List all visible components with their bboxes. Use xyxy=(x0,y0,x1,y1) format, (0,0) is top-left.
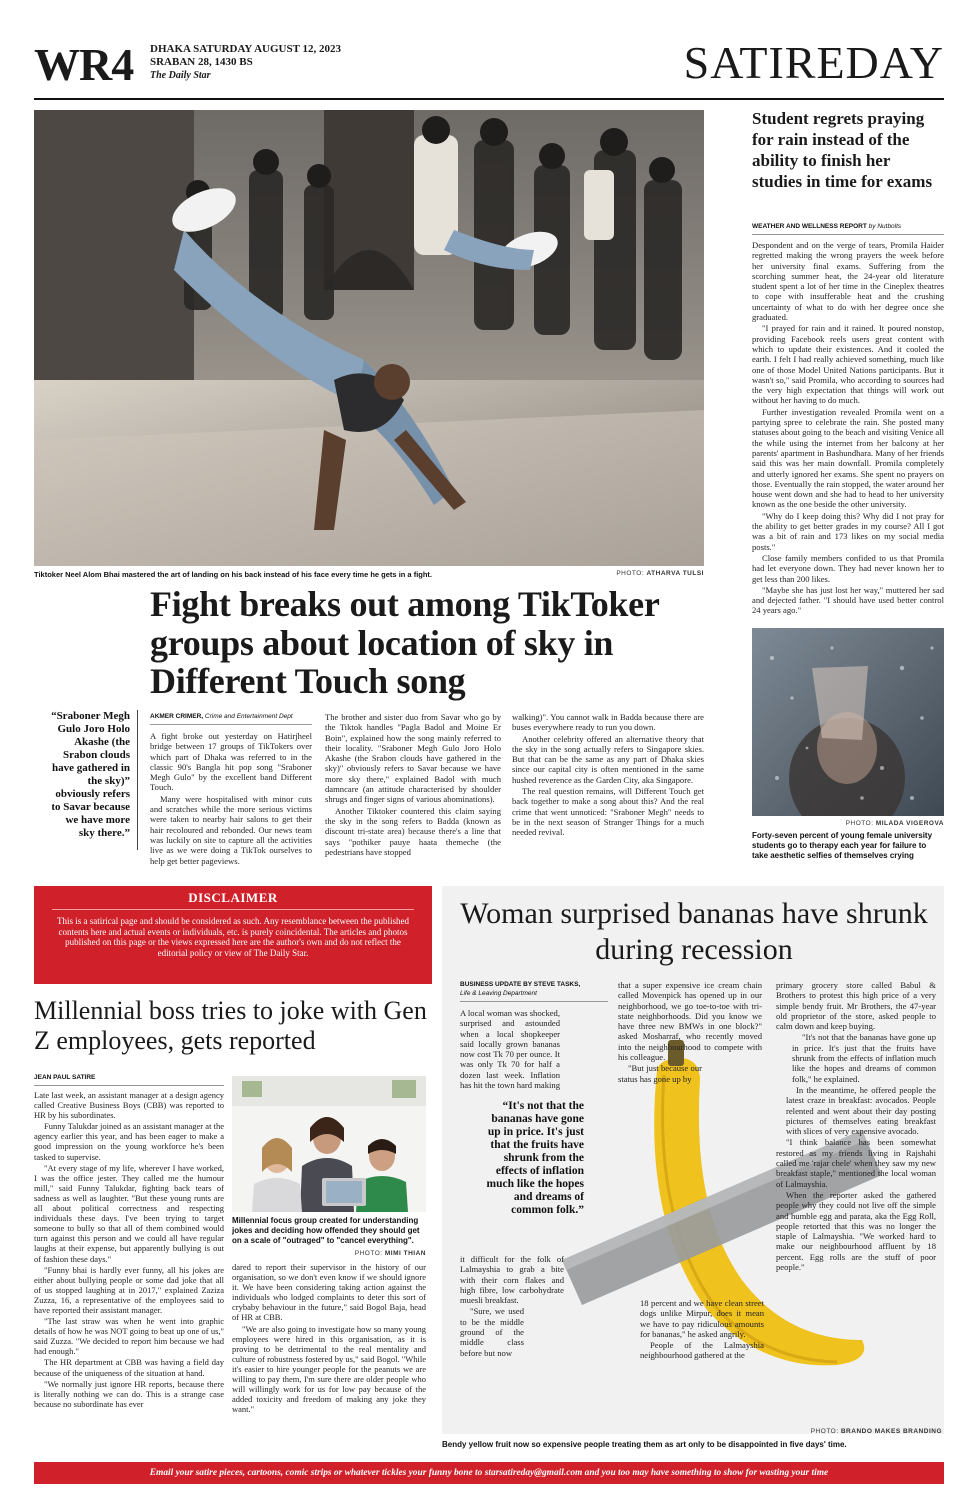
banana-col-3 xyxy=(776,980,936,1273)
paragraph: "The last straw was when he went into graphic details of how he was NOT going to beat up one of us," said Zuzza. "We decided to report him because we had had enough." xyxy=(34,1316,224,1357)
boss-photo-caption: Millennial focus group created for understanding jokes and deciding how offended they should get on a scale of "outraged" to "cancel everything". xyxy=(232,1216,420,1245)
rain-byline xyxy=(752,222,944,235)
banana-photo-credit xyxy=(742,1428,942,1435)
bangla-date: SRABAN 28, 1430 BS xyxy=(150,56,253,68)
paragraph: that a super expensive ice cream chain called Movenpick has opened up in our neighborhood, we go toe-to-toe with tri-state neighborhoods. Did you know we have three new BMWs in one block?" asked Mosharraf, who recently moved into the neighbourhood to compete with his colleague. xyxy=(618,980,762,1063)
paragraph: Despondent and on the verge of tears, Promila Haider regretted making the wrong prayers the week before her university final exams. Suffering from the scorching summer heat, the 24-year old literature student spent a lot of her time in the Cineplex theatres to cope with insufferable heat and the crushing uncertainty of what to do with her degree once she graduated. xyxy=(752,240,944,323)
boss-photo-credit-label: PHOTO: xyxy=(354,1250,383,1257)
banana-byline-name: BUSINESS UPDATE BY STEVE TASKS, xyxy=(460,981,581,988)
paragraph: Further investigation revealed Promila went on a partying spree to celebrate the rain. She posted many statuses about going to the beach and visiting Venice all the while using the internet from her balcony at her parents' apartment in Bashundhara. Many of her friends said this was her main downfall. Promila completely and utterly ignored her exams. She spent no prayers on those. Eventually the rain stopped, the water around her house went down and she had to head to her university known as the one beside the other university. xyxy=(752,406,944,510)
paragraph: Close family members confided to us that Promila had let everyone down. They had never known her to get less than 200 likes. xyxy=(752,552,944,584)
paragraph: Many were hospitalised with minor cuts and scratches while the more serious victims were taken to nearby hair salons to get their hair recoloured and rebonded. Our news team was luckily on site to capture all the activities live as we were doing a TikTok ourselves to help get better pageviews. xyxy=(150,793,312,866)
paragraph: "I think balance has been somewhat restored as my friends living in Rajshahi called me 'rajar chele' when they saw my new breakfast staple," mentioned the local woman of Lalmayshia. xyxy=(776,1137,936,1189)
lead-photo xyxy=(34,110,704,566)
lead-photo-caption: Tiktoker Neel Alom Bhai mastered the art of landing on his back instead of his face every time he gets in a fight. xyxy=(34,570,433,579)
paragraph: Another Tiktoker countered this claim saying the sky in the song refers to Badda (known as discount tri-state area) because there's a line that says "pothiker pauye haata themeche (the pedestrians have stopped xyxy=(325,805,501,857)
lead-col-3 xyxy=(512,712,704,839)
lead-byline-dept: Crime and Entertainment Dept xyxy=(204,713,293,720)
paragraph: Funny Talukdar joined as an assistant manager at the agency earlier this year, and has been eager to make a good impression on the young workforce he's been tasked to supervise. xyxy=(34,1121,224,1162)
lead-headline: Fight breaks out among TikToker groups about location of sky in Different Touch song xyxy=(150,584,659,701)
boss-photo-credit xyxy=(232,1250,426,1257)
masthead-rule xyxy=(34,98,944,100)
banana-col-1-top xyxy=(460,1008,560,1091)
disclaimer-text: This is a satirical page and should be considered as such. Any resemblance between the published contents here and actual events or individuals, etc. is purely coincidental. The articles and photos published on this page or the views expressed here are the author's own and do not reflect the editorial policy or view of The Daily Star. xyxy=(57,916,409,958)
paragraph: dared to report their supervisor in the history of our organisation, so we don't even know if we should ignore it. We have been considering taking action against the individuals who lodged complaints to deter this sort of crybaby behaviour in the future," said Bogol Baja, head of HR at CBB. xyxy=(232,1262,426,1323)
rain-byline-name: WEATHER AND WELLNESS REPORT xyxy=(752,223,867,230)
paragraph: Another celebrity offered an alternative theory that the sky in the song actually refers to Singapore skies. But that can be the same as any part of Dhaka skies since our capital city is often mentioned in the same hushed reverence as the Garden City, aka Singapore. xyxy=(512,733,704,785)
banana-col-1-bottom xyxy=(460,1254,564,1359)
lead-col-1-text xyxy=(150,731,312,866)
lead-pull-quote: “Sraboner Megh Gulo Joro Holo Akashe (the Srabon clouds have gathered in the sky)” obviously refers to Savar because we have more sky there.” xyxy=(51,710,130,839)
footer-bar xyxy=(34,1462,944,1484)
rain-window-illustration xyxy=(752,628,944,816)
lead-photo-credit xyxy=(560,570,704,577)
banana-col-2-bottom xyxy=(640,1298,764,1362)
paragraph: "Sure, we used to be the middle ground of the middle class before but now xyxy=(460,1306,524,1358)
paragraph: The real question remains, will Different Touch get back together to make a song about this? And the real crime that went unnoticed: "Sraboner Megh" needs to be in the next season of Stranger Things for a much needed revival. xyxy=(512,786,704,838)
paragraph: it difficult for the folk of Lalmayshia to grab a bite with their corn flakes and high fibre, low carbohydrate muesli breakfast. xyxy=(460,1254,564,1306)
banana-col-2-top xyxy=(618,980,762,1085)
rain-photo-credit xyxy=(752,820,944,827)
section-title: SATIREDAY xyxy=(683,37,944,88)
rain-photo-caption: Forty-seven percent of young female university students go to therapy each year for failure to take aesthetic selfies of themselves crying xyxy=(752,831,933,860)
paragraph: "Why do I keep doing this? Why did I not pray for the ability to get better grades in my course? All I got was a bit of rain and 173 likes on my social media posts." xyxy=(752,510,944,552)
lead-col-1 xyxy=(150,712,312,867)
paragraph: A fight broke out yesterday on Hatirjheel bridge between 17 groups of TikTokers over which part of Dhaka was referred to in the classic 90's Bangla hit pop song "Sraboner Megh Gulo" by the excellent band Different Touch. xyxy=(150,731,312,793)
paragraph: "We normally just ignore HR reports, because there is literally nothing we can do. This is a strange case because no subordinate has ever xyxy=(34,1378,224,1409)
paragraph: "It's not that the bananas have gone up in price. It's just that the fruits have shrunk from the effects of inflation much like the hopes and dreams of common folk," he explained. xyxy=(792,1032,936,1084)
date-line: DHAKA SATURDAY AUGUST 12, 2023 xyxy=(150,43,342,55)
boss-col-1 xyxy=(34,1090,224,1410)
page-code: WR4 xyxy=(34,39,134,90)
boss-photo-credit-name: MIMI THIAN xyxy=(384,1250,426,1257)
masthead xyxy=(34,37,944,90)
paragraph: primary grocery store called Babul & Brothers to protest this high price of a very simple bendy fruit. Mr Brothers, the 47-year old proprietor of the store, asked people to calm down and keep buying. xyxy=(776,980,936,1032)
paragraph: "I prayed for rain and it rained. It poured nonstop, providing Facebook reels users great content with which to update their existences. And it cooled the earth. I felt I had really achieved something, much like one of those Model United Nations participants. But it wasn't so," said Promila, who according to sources had the very high expectation that things will work out without her having to do much. xyxy=(752,323,944,406)
rain-byline-dept: by Nutbolts xyxy=(868,223,902,230)
disclaimer-rule xyxy=(52,909,414,910)
paragraph: In the meantime, he offered people the latest craze in breakfast: avocados. People relented and went about their day posting pictures of themselves eating breakfast with slices of very expensive avocado. xyxy=(786,1084,936,1137)
lead-byline xyxy=(150,712,312,725)
boss-photo xyxy=(232,1076,426,1212)
boss-headline: Millennial boss tries to joke with Gen Z employees, gets reported xyxy=(34,996,427,1055)
paragraph: "Maybe she has just lost her way," muttered her sad and dejected father. "I should have used better control 24 years ago." xyxy=(752,584,944,616)
paragraph: "But just because our status has gone up by xyxy=(618,1063,702,1084)
banana-headline: Woman surprised bananas have shrunk during recession xyxy=(460,897,928,966)
banana-photo-credit-label: PHOTO: xyxy=(810,1428,839,1435)
rain-headline: Student regrets praying for rain instead of the ability to finish her studies in time for exams xyxy=(752,109,933,191)
banana-photo-caption: Bendy yellow fruit now so expensive people treating them as art only to be disappointed in five days' time. xyxy=(442,1440,847,1449)
paragraph: The HR department at CBB was having a field day because of the uniqueness of the situation at hand. xyxy=(34,1357,224,1378)
paragraph: Late last week, an assistant manager at a design agency called Creative Business Boys (CBB) was reported to HR by his subordinates. xyxy=(34,1090,224,1121)
rain-body xyxy=(752,240,944,617)
boss-col-2 xyxy=(232,1262,426,1415)
paragraph: walking)". You cannot walk in Badda because there are buses everywhere ready to run you down. xyxy=(512,712,704,733)
breakdancer-illustration xyxy=(34,110,704,566)
banana-pull-quote: “It's not that the bananas have gone up in price. It's just that the fruits have shrunk from the effects of inflation much like the hopes and dreams of common folk.” xyxy=(486,1100,584,1216)
paragraph: "Funny bhai is hardly ever funny, all his jokes are either about bullying people or some dad joke that all of us stopped laughing at in 2017," explained Zaziza Zuzza, 16, a representative of the employees said to have reported their assistant manager. xyxy=(34,1264,224,1315)
lead-byline-name: AKMER CRIMER, xyxy=(150,713,204,720)
paragraph: "We are also going to investigate how so many young employees were hired in this organisation, as it is proving to be detrimental to the real mentality and culture of robustness fostered by us," said Bogol. "While it's easier to hire younger people for the peanuts we are willing to pay them, I'm sure there are older people who will willingly work for us for low pay because of the added toxicity and freedom of making any joke they want." xyxy=(232,1323,426,1415)
rain-photo-credit-label: PHOTO: xyxy=(845,820,874,827)
paragraph: A local woman was shocked, surprised and astounded when a local shopkeeper said locally grown bananas now cost Tk 70 per ounce. It was only Tk 70 for half a dozen last week. Inflation has hit the town hard making xyxy=(460,1008,561,1091)
paragraph: When the reporter asked the gathered people why they could not live off the simple and humble egg and parata, aka the Egg Roll, people retorted that this was no longer the staple of Lalmayshia. "We worked hard to make our neighbourhood affluent by 18 percent. Egg rolls are the stuff of poor people." xyxy=(776,1189,936,1273)
lead-photo-credit-label: PHOTO: xyxy=(616,570,645,577)
pull-quote-rule xyxy=(137,710,138,850)
rain-photo xyxy=(752,628,944,816)
paragraph: "At every stage of my life, wherever I have worked, I was the office jester. They called me the humour mill," said Funny Talukdar, fighting back tears of sadness as well as laughter. "But these young runts are all about political correctness and respecting individuals these days. I've been trying to target someone to bully so that all of them combined would turn against this person and we could all have regular laughs at their expense, but apparently bullying is out of fashion these days." xyxy=(34,1162,224,1264)
focus-group-illustration xyxy=(232,1076,426,1212)
disclaimer-box xyxy=(34,886,432,984)
paper-name: The Daily Star xyxy=(150,70,211,81)
paragraph: The brother and sister duo from Savar who go by the Tiktok handles "Pagla Badol and Moine Er Boin", explained how the song mainly referred to their locality. "Sraboner Megh Gulo Joro Holo Akashe (the Srabon clouds have gathered in the sky)" obviously refers to Savar because we have more sky there," explained Badol with much damncare (an attitude characterised by shoulder shrugs and finger signs of various abominations). xyxy=(325,712,501,805)
banana-byline xyxy=(460,980,608,1002)
paragraph: 18 percent and we have clean street dogs unlike Mirpur, does it mean we have to pay ridiculous amounts for bananas," he asked angrily. xyxy=(640,1298,764,1339)
banana-byline-dept: Life & Leaving Department xyxy=(460,990,537,997)
lead-photo-credit-name: ATHARVA TULSI xyxy=(646,570,704,577)
boss-byline xyxy=(34,1073,224,1086)
rain-photo-credit-name: MILADA VIGEROVA xyxy=(875,820,944,827)
paragraph: People of the Lalmayshia neighbourhood gathered at the xyxy=(640,1340,764,1361)
lead-col-2 xyxy=(325,712,501,858)
boss-byline-name: JEAN PAUL SATIRE xyxy=(34,1074,96,1081)
footer-text: Email your satire pieces, cartoons, comic strips or whatever tickles your funny bone to starsatireday@gmail.com and you too may have something to show for wasting your time xyxy=(149,1468,829,1478)
disclaimer-title: DISCLAIMER xyxy=(188,890,278,905)
banana-photo-credit-name: BRANDO MAKES BRANDING xyxy=(840,1428,942,1435)
